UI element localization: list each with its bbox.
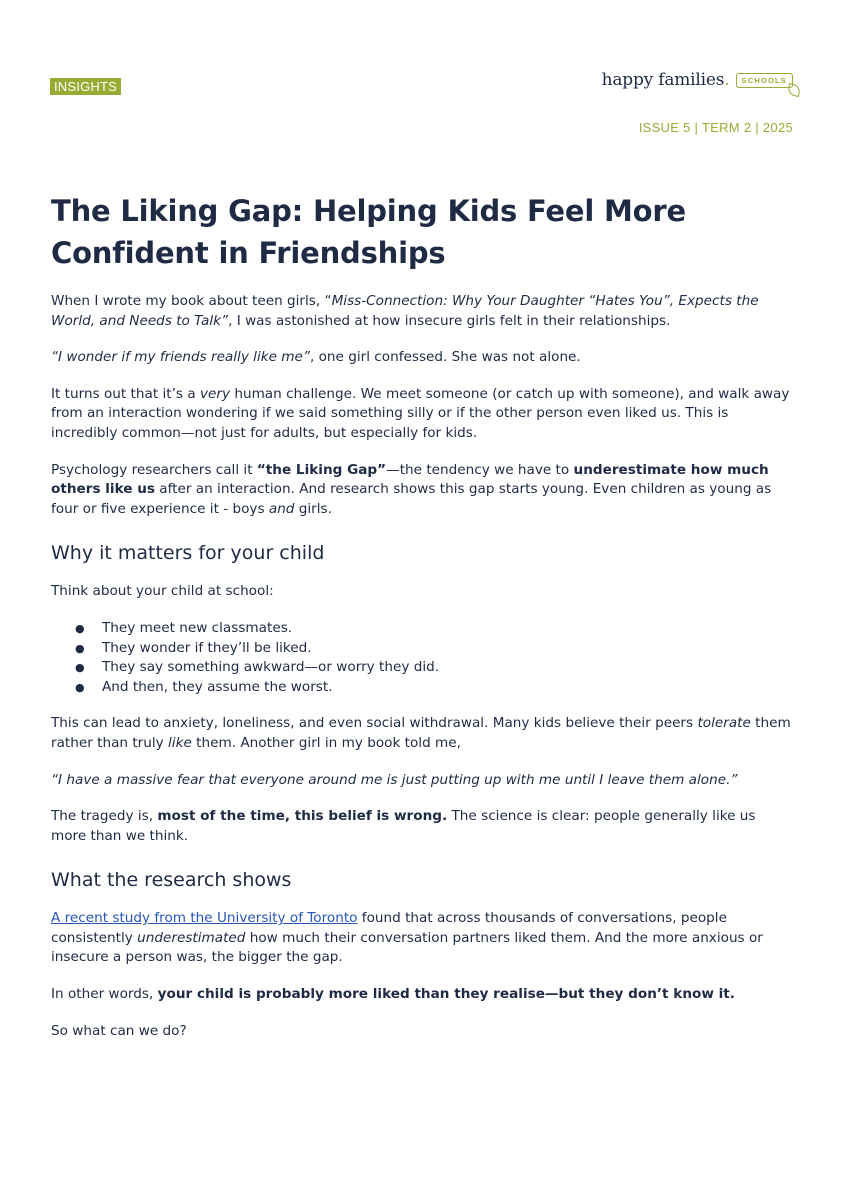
article-title: The Liking Gap: Helping Kids Feel More Confident in Friendships (51, 194, 686, 270)
paragraph-quote-friends: “I wonder if my friends really like me”, one girl confessed. She was not alone. (51, 349, 581, 366)
toronto-study-link[interactable]: A recent study from the University of Toronto (51, 910, 358, 927)
schools-badge: SCHOOLS (736, 73, 794, 88)
paragraph-human-challenge: It turns out that it’s a very human challenge. We meet someone (or catch up with someone), and walk away from an interaction wondering if we said something silly or if the other person even liked us. This is incredibly common—not just for adults, but especially for kids. (51, 385, 790, 441)
brand-logo (602, 70, 793, 90)
leaf-icon (787, 83, 801, 97)
paragraph-tragedy: The tragedy is, most of the time, this belief is wrong. The science is clear: people generally like us more than we think. (51, 808, 756, 844)
paragraph-study: A recent study from the University of Toronto found that across thousands of conversations, people consistently underestimated how much their conversation partners liked them. And the more anxious or insecure a person was, the bigger the gap. (51, 910, 763, 966)
paragraph-quote-fear: “I have a massive fear that everyone around me is just putting up with me until I leave them alone.” (51, 771, 738, 788)
heading-research: What the research shows (51, 869, 292, 892)
paragraph-anxiety: This can lead to anxiety, loneliness, and even social withdrawal. Many kids believe their peers tolerate them rather than truly like them. Another girl in my book told me, (51, 715, 791, 751)
issue-line: ISSUE 5 | TERM 2 | 2025 (638, 120, 793, 135)
list-item: ● They meet new classmates. (51, 619, 793, 639)
list-item: ● And then, they assume the worst. (51, 678, 793, 698)
paragraph-liking-gap: Psychology researchers call it “the Liking Gap”—the tendency we have to underestimate how much others like us after an interaction. And research shows this gap starts young. Even children as young as four or five experience it - boys and girls. (51, 461, 772, 517)
paragraph-what-can-we-do: So what can we do? (51, 1022, 187, 1039)
paragraph-intro: When I wrote my book about teen girls, “Miss-Connection: Why Your Daughter “Hates You”, Expects the World, and Needs to Talk”, I was astonished at how insecure girls felt in their relationships. (51, 293, 759, 329)
bullet-list (51, 619, 793, 697)
paragraph-in-other-words: In other words, your child is probably more liked than they realise—but they don’t know it. (51, 986, 735, 1003)
brand-name: happy families. (601, 70, 730, 90)
paragraph-think-about: Think about your child at school: (51, 583, 274, 600)
article (51, 190, 793, 1041)
insights-tag: INSIGHTS (50, 78, 121, 95)
list-item: ● They wonder if they’ll be liked. (51, 639, 793, 659)
list-item: ● They say something awkward—or worry they did. (51, 658, 793, 678)
heading-why-it-matters: Why it matters for your child (51, 542, 325, 565)
